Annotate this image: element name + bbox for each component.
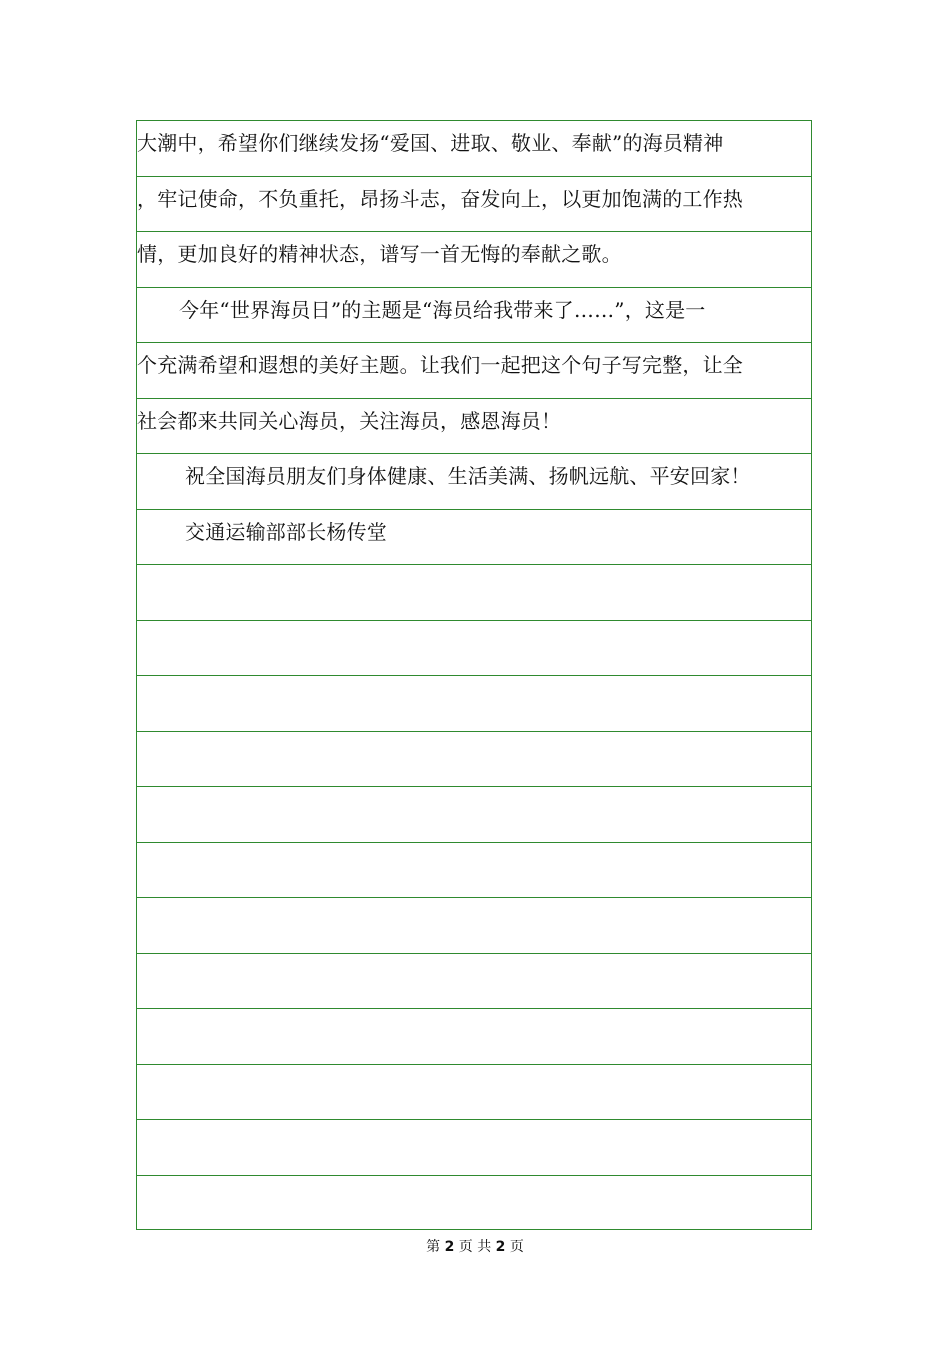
ruled-line-empty bbox=[137, 898, 811, 954]
ruled-line-6 bbox=[137, 399, 811, 455]
footer-suffix: 页 bbox=[509, 1239, 524, 1255]
ruled-line-empty bbox=[137, 565, 811, 621]
ruled-line-3 bbox=[137, 232, 811, 288]
ruled-line-empty bbox=[137, 954, 811, 1010]
paragraph-line: ，牢记使命，不负重托，昂扬斗志，奋发向上，以更加饱满的工作热 bbox=[137, 186, 743, 211]
ruled-line-empty bbox=[137, 1120, 811, 1176]
ruled-line-8 bbox=[137, 510, 811, 566]
ruled-line-1 bbox=[137, 121, 811, 177]
ruled-paper-frame bbox=[136, 120, 812, 1230]
ruled-line-empty bbox=[137, 676, 811, 732]
paragraph-line: 社会都来共同关心海员，关注海员，感恩海员！ bbox=[137, 408, 562, 433]
current-page-number: 2 bbox=[444, 1239, 455, 1255]
paragraph-line: 个充满希望和遐想的美好主题。让我们一起把这个句子写完整，让全 bbox=[137, 353, 743, 377]
ruled-line-4 bbox=[137, 288, 811, 344]
paragraph-line: 祝全国海员朋友们身体健康、生活美满、扬帆远航、平安回家！ bbox=[185, 464, 751, 488]
paragraph-line: 大潮中，希望你们继续发扬“爱国、进取、敬业、奉献”的海员精神 bbox=[137, 131, 724, 155]
paragraph-line: 情，更加良好的精神状态，谱写一首无悔的奉献之歌。 bbox=[137, 242, 622, 266]
footer-middle: 页 共 bbox=[458, 1239, 492, 1255]
ruled-line-empty bbox=[137, 1176, 811, 1232]
ruled-line-5 bbox=[137, 343, 811, 399]
footer-prefix: 第 bbox=[426, 1239, 441, 1255]
ruled-line-empty bbox=[137, 621, 811, 677]
total-page-number: 2 bbox=[495, 1239, 506, 1255]
ruled-line-empty bbox=[137, 732, 811, 788]
page-number-footer bbox=[0, 1238, 950, 1256]
ruled-line-empty bbox=[137, 1065, 811, 1121]
ruled-line-empty bbox=[137, 843, 811, 899]
ruled-line-7 bbox=[137, 454, 811, 510]
signature-line: 交通运输部部长杨传堂 bbox=[185, 519, 387, 544]
ruled-line-empty bbox=[137, 1009, 811, 1065]
paragraph-line: 今年“世界海员日”的主题是“海员给我带来了……”，这是一 bbox=[179, 297, 706, 322]
ruled-line-empty bbox=[137, 787, 811, 843]
ruled-line-2 bbox=[137, 177, 811, 233]
